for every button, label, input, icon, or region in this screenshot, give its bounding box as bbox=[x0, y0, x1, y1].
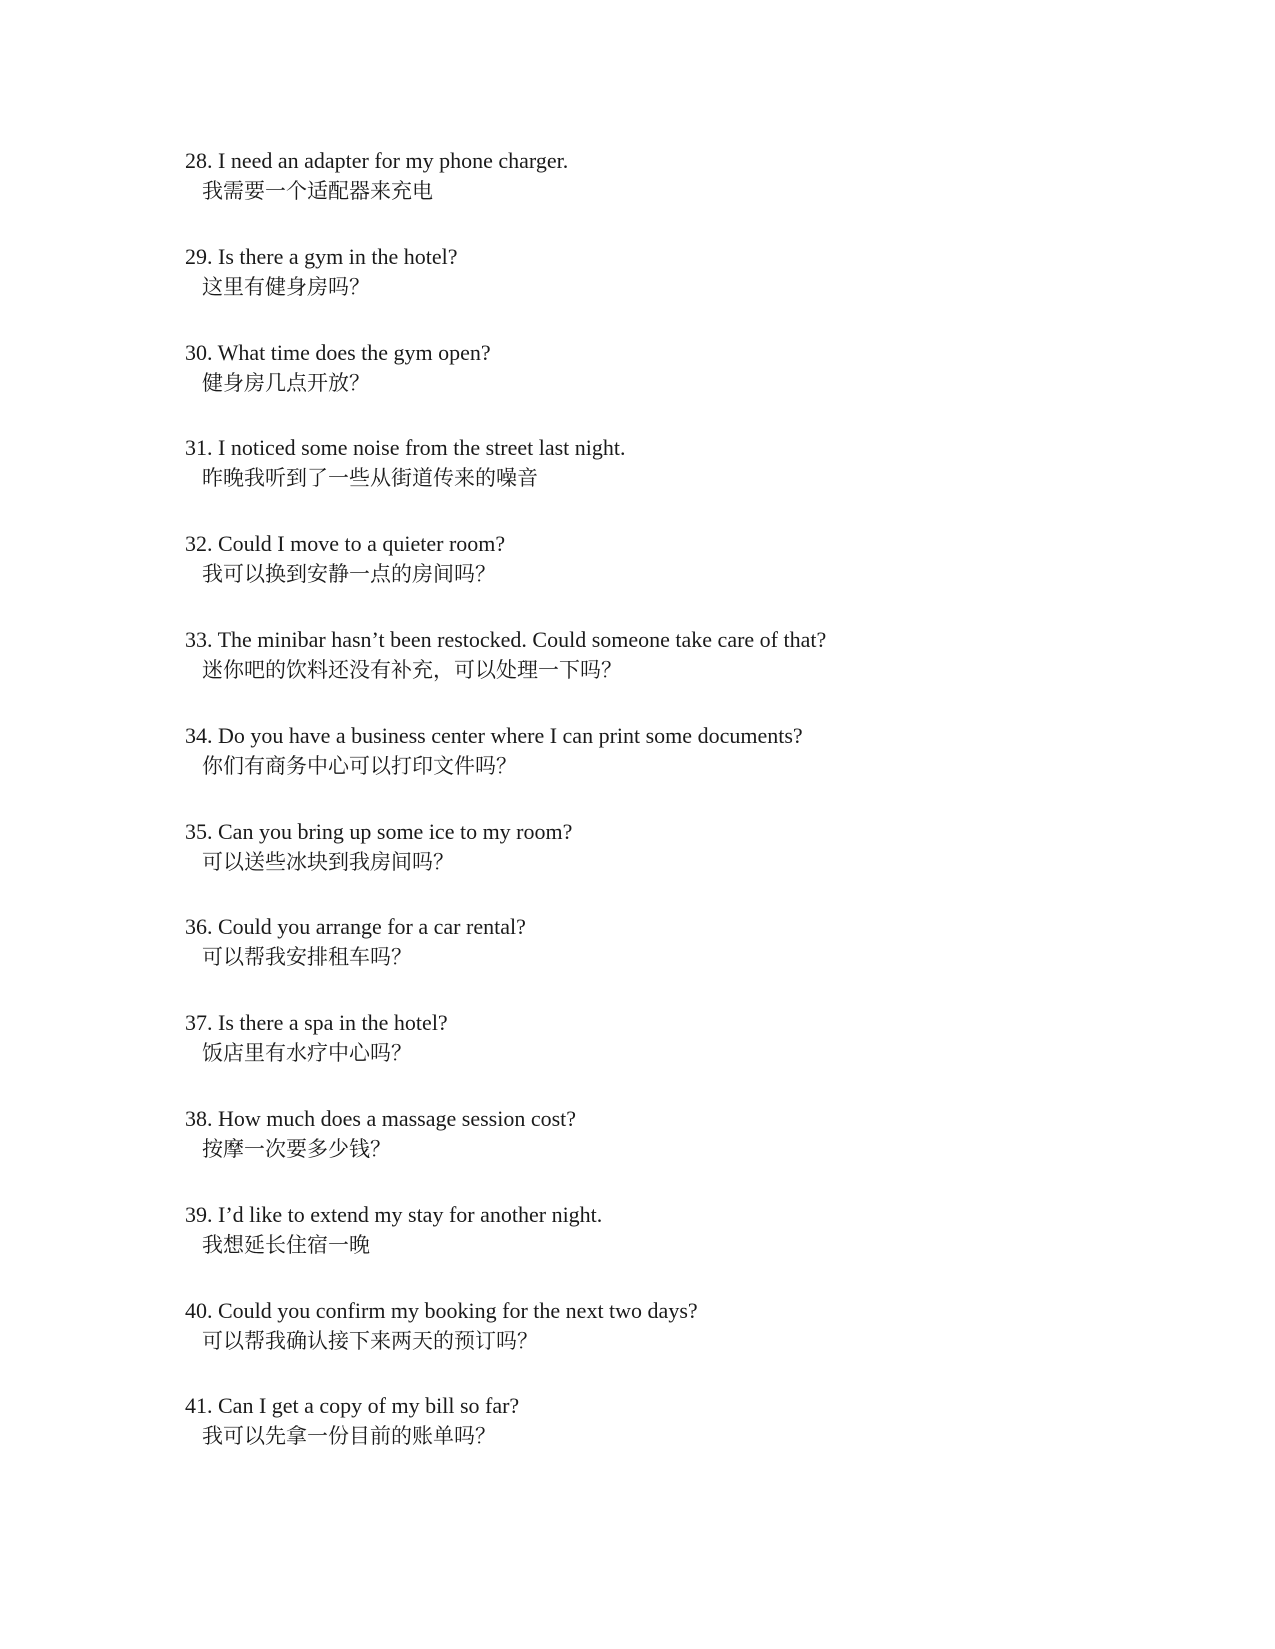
phrase-entry-29 bbox=[185, 242, 1185, 338]
phrase-entry-39 bbox=[185, 1200, 1185, 1296]
chinese-translation: 我可以换到安静一点的房间吗？ bbox=[202, 562, 496, 587]
chinese-translation: 健身房几点开放？ bbox=[202, 370, 370, 395]
phrase-entry-37 bbox=[185, 1008, 1185, 1104]
chinese-translation: 昨晚我听到了一些从街道传来的噪音 bbox=[202, 466, 538, 491]
phrase-entry-38 bbox=[185, 1104, 1185, 1200]
english-sentence: 29. Is there a gym in the hotel? bbox=[185, 243, 458, 269]
chinese-translation: 迷你吧的饮料还没有补充，可以处理一下吗？ bbox=[202, 657, 622, 682]
phrase-entry-34 bbox=[185, 721, 1185, 817]
phrase-entry-31 bbox=[185, 433, 1185, 529]
chinese-translation: 我想延长住宿一晚 bbox=[202, 1232, 370, 1257]
phrase-entry-33 bbox=[185, 625, 1185, 721]
english-sentence: 30. What time does the gym open? bbox=[185, 339, 491, 365]
english-sentence: 34. Do you have a business center where I can print some documents? bbox=[185, 722, 803, 748]
chinese-translation: 按摩一次要多少钱？ bbox=[202, 1136, 391, 1161]
english-sentence: 37. Is there a spa in the hotel? bbox=[185, 1010, 448, 1036]
english-sentence: 39. I’d like to extend my stay for another night. bbox=[185, 1201, 603, 1227]
chinese-translation: 你们有商务中心可以打印文件吗？ bbox=[202, 753, 517, 778]
english-sentence: 35. Can you bring up some ice to my room? bbox=[185, 818, 573, 844]
english-sentence: 33. The minibar hasn’t been restocked. Could someone take care of that? bbox=[185, 626, 827, 652]
phrase-entry-28 bbox=[185, 146, 1185, 242]
phrase-list bbox=[185, 146, 1185, 1487]
chinese-translation: 我可以先拿一份目前的账单吗？ bbox=[202, 1424, 496, 1449]
phrase-entry-35 bbox=[185, 817, 1185, 913]
chinese-translation: 可以送些冰块到我房间吗？ bbox=[202, 849, 454, 874]
phrase-entry-30 bbox=[185, 338, 1185, 434]
english-sentence: 31. I noticed some noise from the street last night. bbox=[185, 435, 626, 461]
english-sentence: 41. Can I get a copy of my bill so far? bbox=[185, 1393, 520, 1419]
phrase-entry-40 bbox=[185, 1296, 1185, 1392]
english-sentence: 40. Could you confirm my booking for the next two days? bbox=[185, 1297, 698, 1323]
english-sentence: 32. Could I move to a quieter room? bbox=[185, 531, 506, 557]
english-sentence: 28. I need an adapter for my phone charger. bbox=[185, 148, 569, 173]
phrase-entry-32 bbox=[185, 529, 1185, 625]
english-sentence: 38. How much does a massage session cost? bbox=[185, 1105, 577, 1131]
chinese-translation: 可以帮我确认接下来两天的预订吗？ bbox=[202, 1328, 538, 1353]
english-sentence: 36. Could you arrange for a car rental? bbox=[185, 914, 526, 940]
chinese-translation: 我需要一个适配器来充电 bbox=[202, 179, 433, 203]
chinese-translation: 这里有健身房吗？ bbox=[202, 274, 370, 299]
phrase-entry-41 bbox=[185, 1391, 1185, 1487]
chinese-translation: 饭店里有水疗中心吗？ bbox=[202, 1041, 412, 1066]
chinese-translation: 可以帮我安排租车吗？ bbox=[202, 945, 412, 970]
phrase-entry-36 bbox=[185, 912, 1185, 1008]
